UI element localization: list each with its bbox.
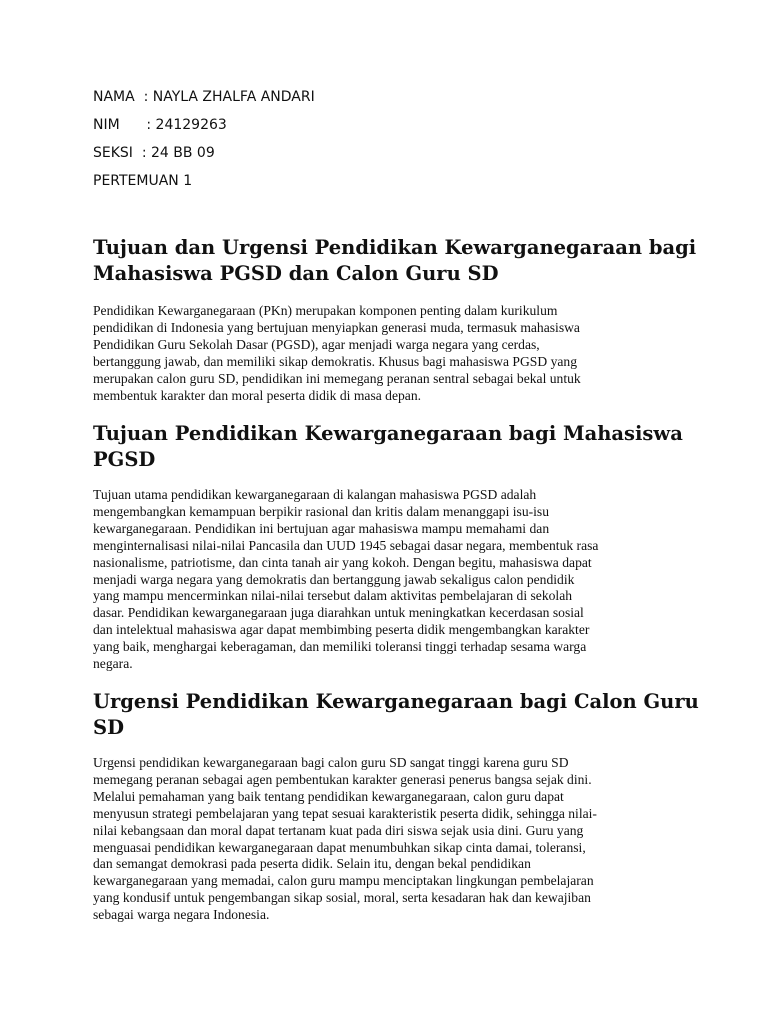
paragraph-line: Urgensi pendidikan kewarganegaraan bagi calon guru SD sangat tinggi karena guru SD [93, 755, 569, 770]
paragraph-line: menginternalisasi nilai-nilai Pancasila dan UUD 1945 sebagai dasar negara, membentuk rasa [93, 537, 599, 553]
paragraph-line: yang mampu mencerminkan nilai-nilai tersebut dalam aktivitas pembelajaran di sekolah [93, 588, 573, 604]
paragraph-line: Pendidikan Kewarganegaraan (PKn) merupakan komponen penting dalam kurikulum [93, 303, 558, 318]
paragraph-line: nasionalisme, patriotisme, dan cinta tanah air yang kokoh. Dengan begitu, mahasiswa dapat [93, 554, 592, 570]
paragraph-line: nilai kebangsaan dan moral dapat tertanam kuat pada diri siswa sejak usia dini. Guru yang [93, 822, 584, 838]
heading-line: Tujuan Pendidikan Kewarganegaraan bagi Mahasiswa [93, 422, 683, 445]
heading-line: Urgensi Pendidikan Kewarganegaraan bagi Calon Guru [93, 690, 699, 713]
heading-line: SD [93, 716, 124, 739]
paragraph-line: Tujuan utama pendidikan kewarganegaraan di kalangan mahasiswa PGSD adalah [93, 487, 537, 502]
paragraph-line: dasar. Pendidikan kewarganegaraan juga diarahkan untuk meningkatkan kecerdasan sosial [93, 605, 584, 621]
paragraph-line: merupakan calon guru SD, pendidikan ini memegang peranan sentral sebagai bekal untuk [93, 370, 581, 386]
paragraph-line: dan semangat demokrasi pada peserta didik. Selain itu, dengan bekal pendidikan [93, 856, 531, 872]
paragraph-line: membentuk karakter dan moral peserta didik di masa depan. [93, 387, 422, 403]
main-title-line: Mahasiswa PGSD dan Calon Guru SD [93, 262, 499, 285]
tujuan-paragraph [93, 487, 683, 673]
paragraph-line: memegang peranan sebagai agen pembentukan karakter generasi penerus bangsa sejak dini. [93, 771, 592, 787]
intro-paragraph [93, 303, 683, 404]
paragraph-line: Pendidikan Guru Sekolah Dasar (PGSD), agar menjadi warga negara yang cerdas, [93, 336, 540, 352]
paragraph-line: negara. [93, 656, 133, 672]
paragraph-line: kewarganegaraan. Pendidikan ini bertujuan agar mahasiswa mampu memahami dan [93, 520, 550, 536]
paragraph-line: menjadi warga negara yang demokratis dan bertanggung jawab sekaligus calon pendidik [93, 571, 575, 587]
urgensi-paragraph [93, 755, 683, 924]
paragraph-line: kewarganegaraan yang memadai, calon guru mampu menciptakan lingkungan pembelajaran [93, 873, 594, 889]
paragraph-line: dan intelektual mahasiswa agar dapat membimbing peserta didik mengembangkan karakter [93, 622, 590, 638]
paragraph-line: yang baik, menghargai keberagaman, dan memiliki toleransi tinggi terhadap sesama warga [93, 639, 587, 655]
section-heading-tujuan [93, 421, 683, 473]
main-title [93, 235, 697, 287]
heading-line: PGSD [93, 448, 156, 471]
paragraph-line: menguasai pendidikan kewarganegaraan dapat menumbuhkan sikap cinta damai, toleransi, [93, 839, 586, 855]
main-title-line: Tujuan dan Urgensi Pendidikan Kewarganegaraan bagi [93, 236, 697, 259]
student-name: NAMA : NAYLA ZHALFA ANDARI [93, 89, 315, 105]
meeting-number: PERTEMUAN 1 [93, 173, 193, 189]
paragraph-line: pendidikan di Indonesia yang bertujuan menyiapkan generasi muda, termasuk mahasiswa [93, 319, 580, 335]
paragraph-line: sebagai warga negara Indonesia. [93, 907, 270, 923]
paragraph-line: Melalui pemahaman yang baik tentang pendidikan kewarganegaraan, calon guru dapat [93, 788, 564, 804]
paragraph-line: yang kondusif untuk pengembangan sikap sosial, moral, serta kesadaran hak dan kewajiban [93, 890, 591, 906]
student-section: SEKSI : 24 BB 09 [93, 145, 215, 161]
paragraph-line: menyusun strategi pembelajaran yang tepat sesuai karakteristik peserta didik, sehingga nilai- [93, 805, 597, 821]
student-nim: NIM : 24129263 [93, 117, 227, 133]
paragraph-line: mengembangkan kemampuan berpikir rasional dan kritis dalam menanggapi isu-isu [93, 503, 550, 519]
paragraph-line: bertanggung jawab, dan memiliki sikap demokratis. Khusus bagi mahasiswa PGSD yang [93, 353, 578, 369]
section-heading-urgensi [93, 689, 699, 741]
